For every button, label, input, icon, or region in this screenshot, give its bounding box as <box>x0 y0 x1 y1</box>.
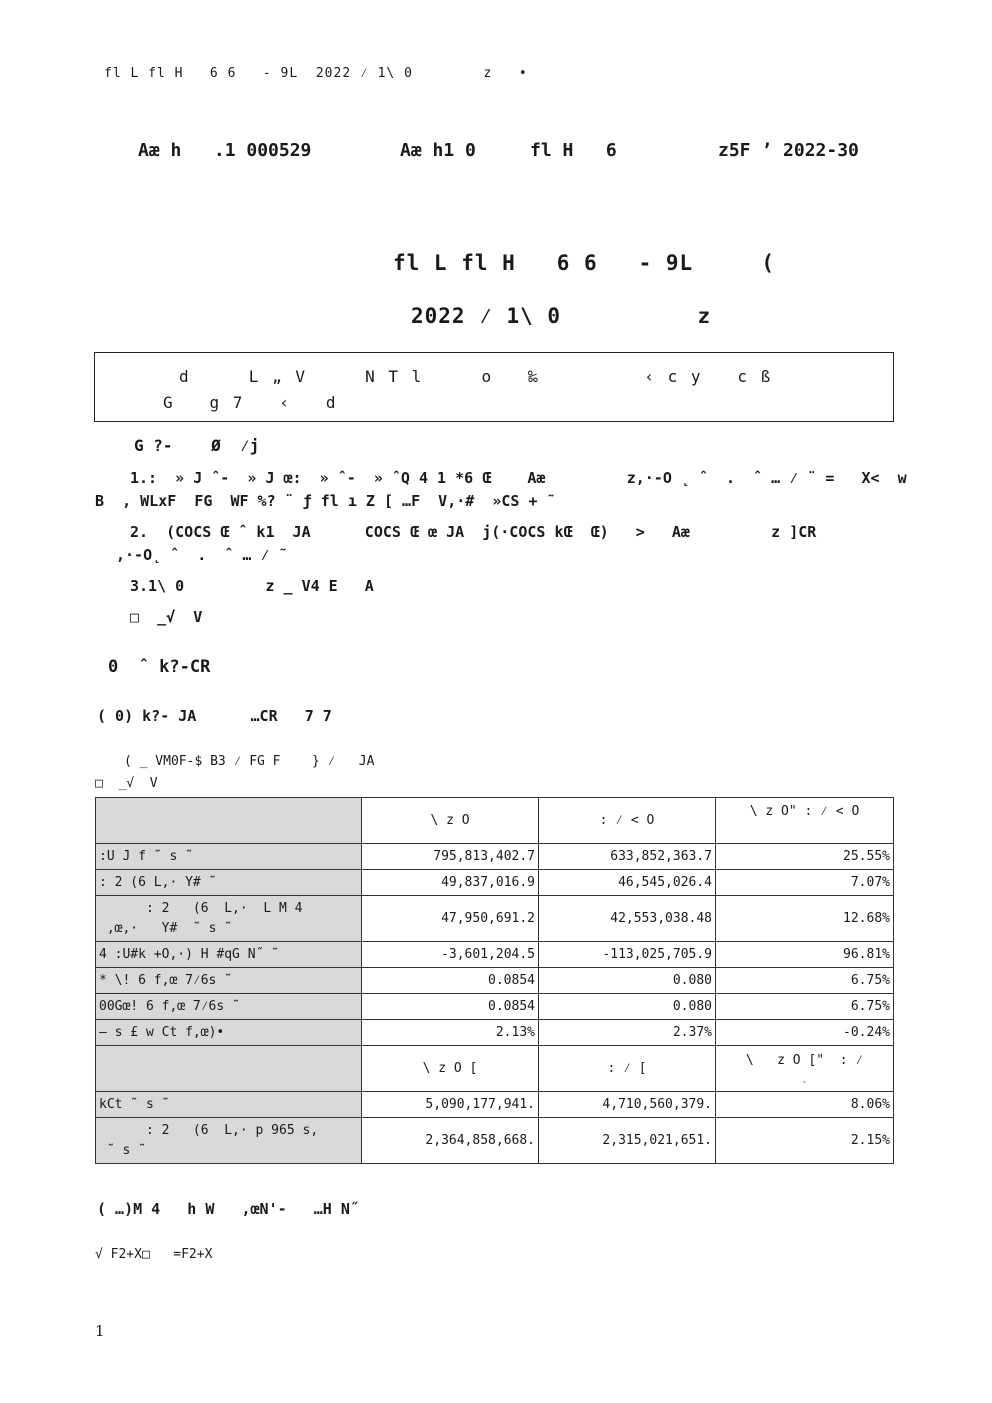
row-current: 49,837,016.9 <box>362 870 539 896</box>
row-label: kCt ˜ s ˜ <box>96 1092 362 1118</box>
row-label-line-2: ˜ s ˜ <box>99 1142 146 1158</box>
row-previous: 2,315,021,651. <box>539 1118 716 1164</box>
intro-item-1: 1.: » J ˆ- » J œ: » ˆ- » ˆQ 4 1 *6 Œ Aæ z,·-O ˛ ˆ . ˆ … ⁄ ¨ = X< w <box>130 469 907 487</box>
row-current: 0.0854 <box>362 994 539 1020</box>
notice-box <box>94 352 894 422</box>
row-previous: 2.37% <box>539 1020 716 1046</box>
section-heading-main: 0 ˆ k?-CR <box>108 657 211 677</box>
row-label: — s £ w Ct f,œ)• <box>96 1020 362 1046</box>
section-heading-intro: G ?- Ø ⁄j <box>134 436 260 455</box>
notice-line-2: G g 7 ‹ d <box>163 393 338 412</box>
subsection-note: ( _ VM0F-$ B3 ⁄ FG F } ⁄ JA <box>124 754 375 769</box>
table-header-previous: : ⁄ < O <box>539 798 716 844</box>
row-change: 6.75% <box>716 994 894 1020</box>
row-previous: -113,025,705.9 <box>539 942 716 968</box>
table-header-blank <box>96 798 362 844</box>
table-row <box>96 1020 894 1046</box>
subsection-heading: ( 0) k?- JA …CR 7 7 <box>97 707 332 725</box>
table-row <box>96 942 894 968</box>
bulletin-number: z5F ’ 2022-30 <box>718 140 859 161</box>
row-label-line-1: : 2 (6 L,· p 965 s, <box>99 1122 319 1138</box>
row-label: * \! 6 f,œ 7⁄6s ˜ <box>96 968 362 994</box>
row-label <box>96 1118 362 1164</box>
header-change-line-2: ˛ <box>801 1074 808 1084</box>
row-label-line-1: : 2 (6 L,· L M 4 <box>99 900 303 916</box>
running-header: fl L fl H 6 6 - 9L 2022 ⁄ 1\ 0 z • <box>104 66 528 81</box>
table-header-current-end: \ z O [ <box>362 1046 539 1092</box>
intro-item-2-cont: ,·-O˛ ˆ . ˆ … ⁄ ˜ <box>116 546 288 564</box>
intro-item-4: □ _√ V <box>130 608 203 626</box>
row-current: 5,090,177,941. <box>362 1092 539 1118</box>
document-title: fl L fl H 6 6 - 9L ( <box>393 251 776 275</box>
row-current: -3,601,204.5 <box>362 942 539 968</box>
row-current: 47,950,691.2 <box>362 896 539 942</box>
subsection-heading-2: ( …)M 4 h W ,œN'- …H N˝ <box>97 1200 359 1218</box>
stock-code: Aæ h .1 000529 <box>138 140 312 161</box>
document-subtitle: 2022 ⁄ 1\ 0 z <box>411 304 712 328</box>
row-label: : 2 (6 L,· Y# ˜ <box>96 870 362 896</box>
table-row <box>96 994 894 1020</box>
row-change: 96.81% <box>716 942 894 968</box>
row-previous: 0.080 <box>539 968 716 994</box>
row-change: 2.15% <box>716 1118 894 1164</box>
table-header-change-end <box>716 1046 894 1092</box>
subsection-check: □ _√ V <box>95 776 158 791</box>
table-header-blank <box>96 1046 362 1092</box>
row-previous: 4,710,560,379. <box>539 1092 716 1118</box>
table-row <box>96 1092 894 1118</box>
table-row <box>96 968 894 994</box>
row-label <box>96 896 362 942</box>
row-change: 8.06% <box>716 1092 894 1118</box>
table-row <box>96 870 894 896</box>
row-current: 2,364,858,668. <box>362 1118 539 1164</box>
row-current: 0.0854 <box>362 968 539 994</box>
row-change: 25.55% <box>716 844 894 870</box>
table-header-row-2 <box>96 1046 894 1092</box>
stock-abbreviation: Aæ h1 0 fl H 6 <box>400 140 617 161</box>
intro-item-1-cont: B , WLxF FG WF %? ¨ ƒ fl ı Z [ …F V,·# »CS + ˜ <box>95 492 556 510</box>
row-label: 00Gœ! 6 f,œ 7⁄6s ˜ <box>96 994 362 1020</box>
header-change-line-1: \ z O [" : ⁄ <box>745 1053 864 1068</box>
row-change: -0.24% <box>716 1020 894 1046</box>
intro-item-3: 3.1\ 0 z _ V4 E A <box>130 577 374 595</box>
row-previous: 0.080 <box>539 994 716 1020</box>
row-change: 12.68% <box>716 896 894 942</box>
row-label-line-2: ,œ,· Y# ˜ s ˜ <box>99 920 233 936</box>
table-header-row <box>96 798 894 844</box>
table-header-previous-end: : ⁄ [ <box>539 1046 716 1092</box>
row-current: 2.13% <box>362 1020 539 1046</box>
table-header-current: \ z O <box>362 798 539 844</box>
row-previous: 42,553,038.48 <box>539 896 716 942</box>
notice-line-1: d L „ V N T l o ‰ ‹ c y c ß <box>179 367 773 386</box>
row-change: 6.75% <box>716 968 894 994</box>
table-header-change: \ z O" : ⁄ < O <box>716 798 894 844</box>
row-label: 4 :U#k +O,·) H #qG N˝ ˜ <box>96 942 362 968</box>
intro-item-2: 2. (COCS Œ ˆ k1 JA COCS Œ œ JA j(·COCS kŒ Œ) > Aæ z ]CR <box>130 523 817 541</box>
footer-check: √ F2+X□ =F2+X <box>95 1247 213 1262</box>
table-row <box>96 896 894 942</box>
row-current: 795,813,402.7 <box>362 844 539 870</box>
table-row <box>96 844 894 870</box>
row-change: 7.07% <box>716 870 894 896</box>
financial-data-table <box>95 797 894 1164</box>
page-number: 1 <box>95 1322 105 1340</box>
row-label: :U J f ˜ s ˜ <box>96 844 362 870</box>
row-previous: 46,545,026.4 <box>539 870 716 896</box>
table-row <box>96 1118 894 1164</box>
row-previous: 633,852,363.7 <box>539 844 716 870</box>
